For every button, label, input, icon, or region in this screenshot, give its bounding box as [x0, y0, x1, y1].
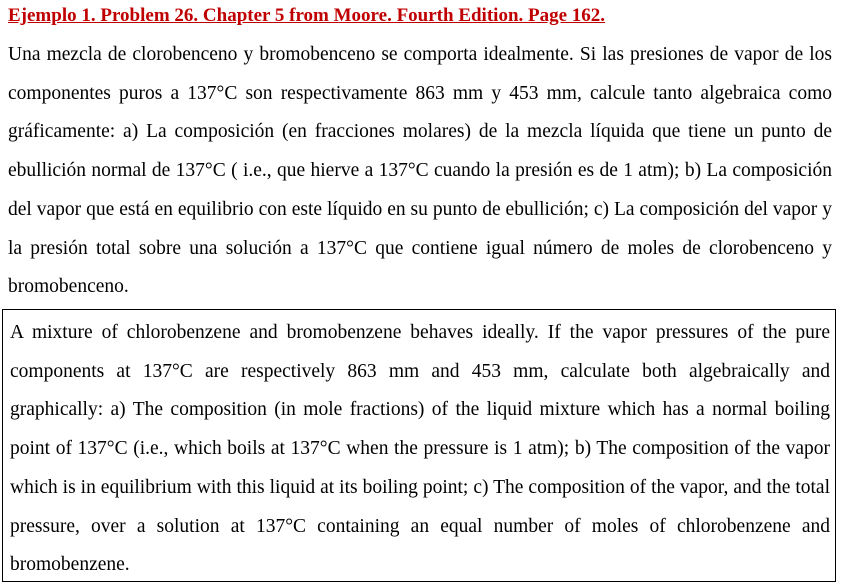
english-translation-box	[2, 309, 836, 582]
english-problem-text: A mixture of chlorobenzene and bromobenzene behaves ideally. If the vapor pressures of the pure components at 137°C are respectively 863 mm and 453 mm, calculate both algebraically and graphically: a) The composition (in mole fractions) of the liquid mixture which has a normal boiling point of 137°C (i.e., which boils at 137°C when the pressure is 1 atm); b) The composition of the vapor which is in equilibrium with this liquid at its boiling point; c) The composition of the vapor, and the total pressure, over a solution at 137°C containing an equal number of moles of chlorobenzene and bromobenzene.	[10, 322, 830, 576]
spanish-problem-text: Una mezcla de clorobenceno y bromobenceno se comporta idealmente. Si las presiones de vapor de los componentes puros a 137°C son respectivamente 863 mm y 453 mm, calcule tanto algebraica como gráficamente: a) La composición (en fracciones molares) de la mezcla líquida que tiene un punto de ebullición normal de 137°C ( i.e., que hierve a 137°C cuando la presión es de 1 atm); b) La composición del vapor que está en equilibrio con este líquido en su punto de ebullición; c) La composición del vapor y la presión total sobre una solución a 137°C que contiene igual número de moles de clorobenceno y bromobenceno.	[8, 44, 832, 298]
document-title: Ejemplo 1. Problem 26. Chapter 5 from Moore. Fourth Edition. Page 162.	[8, 5, 606, 26]
